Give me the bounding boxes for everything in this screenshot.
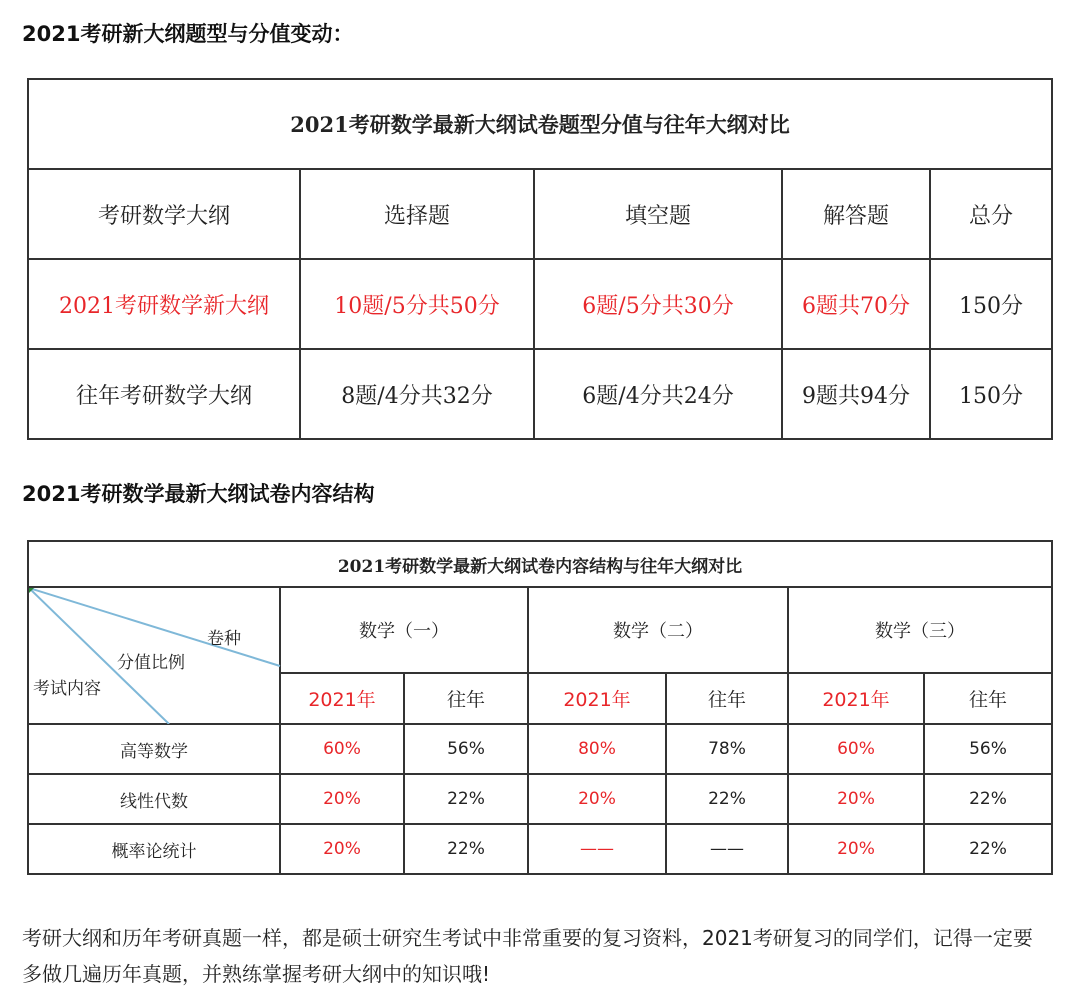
table-cell: 60% (788, 724, 924, 774)
section-heading-structure: 2021考研数学最新大纲试卷内容结构 (22, 482, 375, 506)
table-title: 2021考研数学最新大纲试卷题型分值与往年大纲对比 (28, 79, 1052, 169)
table-title: 2021考研数学最新大纲试卷内容结构与往年大纲对比 (28, 541, 1052, 587)
table-row (28, 774, 1052, 824)
table-cell: 8题/4分共32分 (300, 349, 534, 439)
table-cell: 22% (666, 774, 788, 824)
year-2021: 2021年 (528, 673, 666, 724)
diagonal-header-cell (28, 587, 280, 724)
year-past: 往年 (666, 673, 788, 724)
section-heading-format: 2021考研新大纲题型与分值变动： (22, 22, 354, 46)
diag-label-paper-type: 卷种 (207, 629, 241, 649)
table-cell: 往年考研数学大纲 (28, 349, 300, 439)
year-2021: 2021年 (788, 673, 924, 724)
table-cell: 22% (924, 824, 1052, 874)
group-math-1: 数学（一） (280, 587, 528, 673)
header-answer: 解答题 (782, 169, 930, 259)
row-label: 高等数学 (28, 724, 280, 774)
table-cell: 6题/4分共24分 (534, 349, 782, 439)
table-cell: 6题共70分 (782, 259, 930, 349)
year-past: 往年 (404, 673, 528, 724)
table-cell: —— (666, 824, 788, 874)
table-cell: 22% (924, 774, 1052, 824)
table-cell: 2021考研数学新大纲 (28, 259, 300, 349)
table-row (28, 824, 1052, 874)
table-cell: 6题/5分共30分 (534, 259, 782, 349)
table-cell: 22% (404, 774, 528, 824)
content-structure-table (27, 540, 1053, 875)
group-math-2: 数学（二） (528, 587, 788, 673)
table-cell: 150分 (930, 259, 1052, 349)
table-cell: 20% (280, 774, 404, 824)
table-cell: 20% (788, 824, 924, 874)
year-past: 往年 (924, 673, 1052, 724)
diag-label-exam-content: 考试内容 (33, 679, 101, 699)
table-cell: 9题共94分 (782, 349, 930, 439)
header-fill: 填空题 (534, 169, 782, 259)
table-cell: 22% (404, 824, 528, 874)
closing-paragraph: 考研大纲和历年考研真题一样，都是硕士研究生考试中非常重要的复习资料，2021考研复习的同学们，记得一定要多做几遍历年真题，并熟练掌握考研大纲中的知识哦! (22, 926, 1033, 986)
group-math-3: 数学（三） (788, 587, 1052, 673)
row-label: 线性代数 (28, 774, 280, 824)
table-cell: 78% (666, 724, 788, 774)
table-cell: 20% (280, 824, 404, 874)
header-choice: 选择题 (300, 169, 534, 259)
table-cell: 20% (528, 774, 666, 824)
table-cell: 56% (404, 724, 528, 774)
table-row (28, 724, 1052, 774)
table-cell: 80% (528, 724, 666, 774)
diag-label-score-ratio: 分值比例 (117, 653, 185, 673)
table-cell: 20% (788, 774, 924, 824)
format-comparison-table (27, 78, 1053, 440)
table-cell: 60% (280, 724, 404, 774)
table-cell: —— (528, 824, 666, 874)
table-cell: 10题/5分共50分 (300, 259, 534, 349)
table-cell: 56% (924, 724, 1052, 774)
year-2021: 2021年 (280, 673, 404, 724)
row-label: 概率论统计 (28, 824, 280, 874)
header-total: 总分 (930, 169, 1052, 259)
table-cell: 150分 (930, 349, 1052, 439)
header-syllabus: 考研数学大纲 (28, 169, 300, 259)
